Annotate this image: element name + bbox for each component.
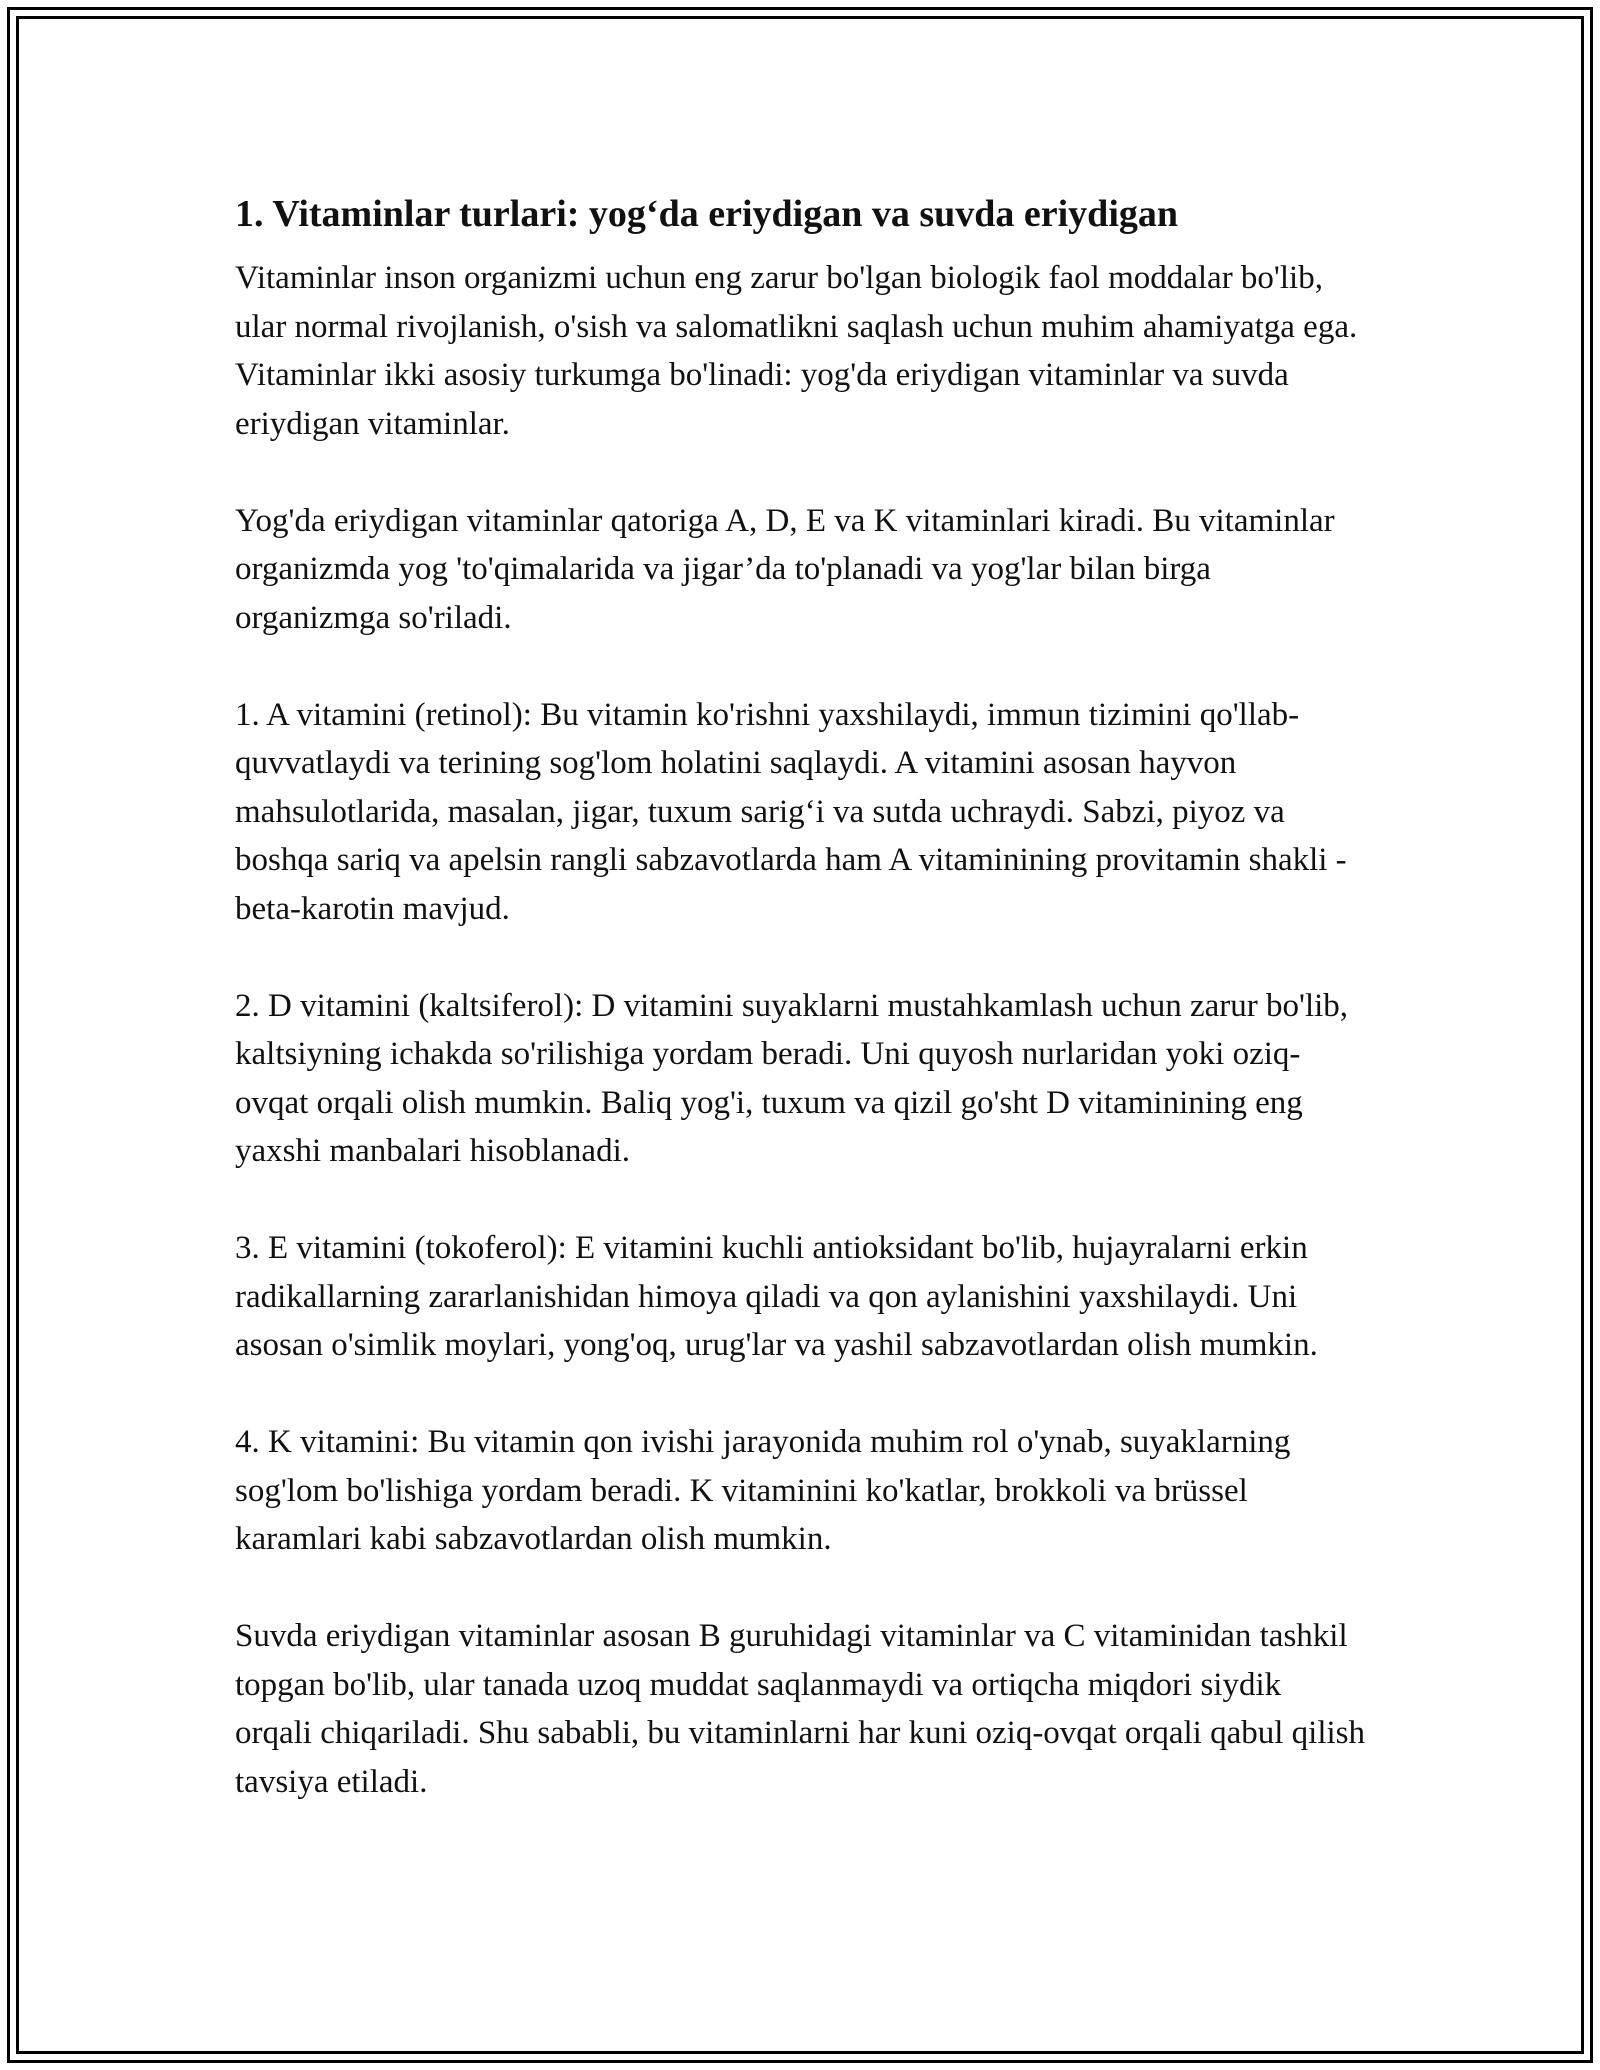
intro-paragraph: Vitaminlar inson organizmi uchun eng zarur bo'lgan biologik faol moddalar bo'lib, ular normal rivojlanish, o'sish va salomatlikni saqlash uchun muhim ahamiyatga ega. Vitaminlar ikki asosiy turkumga bo'linadi: yog'da eriydigan vitaminlar va suvda eriydigan vitaminlar. xyxy=(235,260,1358,442)
document-body xyxy=(235,188,1365,1855)
section-heading: 1. Vitaminlar turlari: yog‘da eriydigan va suvda eriydigan xyxy=(235,193,1179,235)
vitamin-e-paragraph: 3. E vitamini (tokoferol): E vitamini kuchli antioksidant bo'lib, hujayralarni erkin radikallarning zararlanishidan himoya qiladi va qon aylanishini yaxshilaydi. Uni asosan o'simlik moylari, yong'oq, urug'lar va yashil sabzavotlardan olish mumkin. xyxy=(235,1230,1318,1363)
vitamin-d-paragraph: 2. D vitamini (kaltsiferol): D vitamini suyaklarni mustahkamlash uchun zarur bo'lib, kaltsiyning ichakda so'rilishiga yordam beradi. Uni quyosh nurlaridan yoki oziq-ovqat orqali olish mumkin. Baliq yog'i, tuxum va qizil go'sht D vitaminining eng yaxshi manbalari hisoblanadi. xyxy=(235,987,1349,1169)
vitamin-k-paragraph: 4. K vitamini: Bu vitamin qon ivishi jarayonida muhim rol o'ynab, suyaklarning sog'lom bo'lishiga yordam beradi. K vitaminini ko'katlar, brokkoli va brüssel karamlari kabi sabzavotlardan olish mumkin. xyxy=(235,1424,1291,1557)
fat-soluble-paragraph: Yog'da eriydigan vitaminlar qatoriga A, D, E va K vitaminlari kiradi. Bu vitaminlar organizmda yog 'to'qimalarida va jigar’da to'planadi va yog'lar bilan birga organizmga so'riladi. xyxy=(235,502,1335,636)
water-soluble-paragraph: Suvda eriydigan vitaminlar asosan B guruhidagi vitaminlar va C vitaminidan tashkil topgan bo'lib, ular tanada uzoq muddat saqlanmaydi va ortiqcha miqdori siydik orqali chiqariladi. Shu sababli, bu vitaminlarni har kuni oziq-ovqat orqali qabul qilish tavsiya etiladi. xyxy=(235,1618,1366,1800)
vitamin-a-paragraph: 1. A vitamini (retinol): Bu vitamin ko'rishni yaxshilaydi, immun tizimini qo'llab-quvvatlaydi va terining sog'lom holatini saqlaydi. A vitamini asosan hayvon mahsulotlarida, masalan, jigar, tuxum sarig‘i va sutda uchraydi. Sabzi, piyoz va boshqa sariq va apelsin rangli sabzavotlarda ham A vitaminining provitamin shakli - beta-karotin mavjud. xyxy=(235,696,1347,927)
